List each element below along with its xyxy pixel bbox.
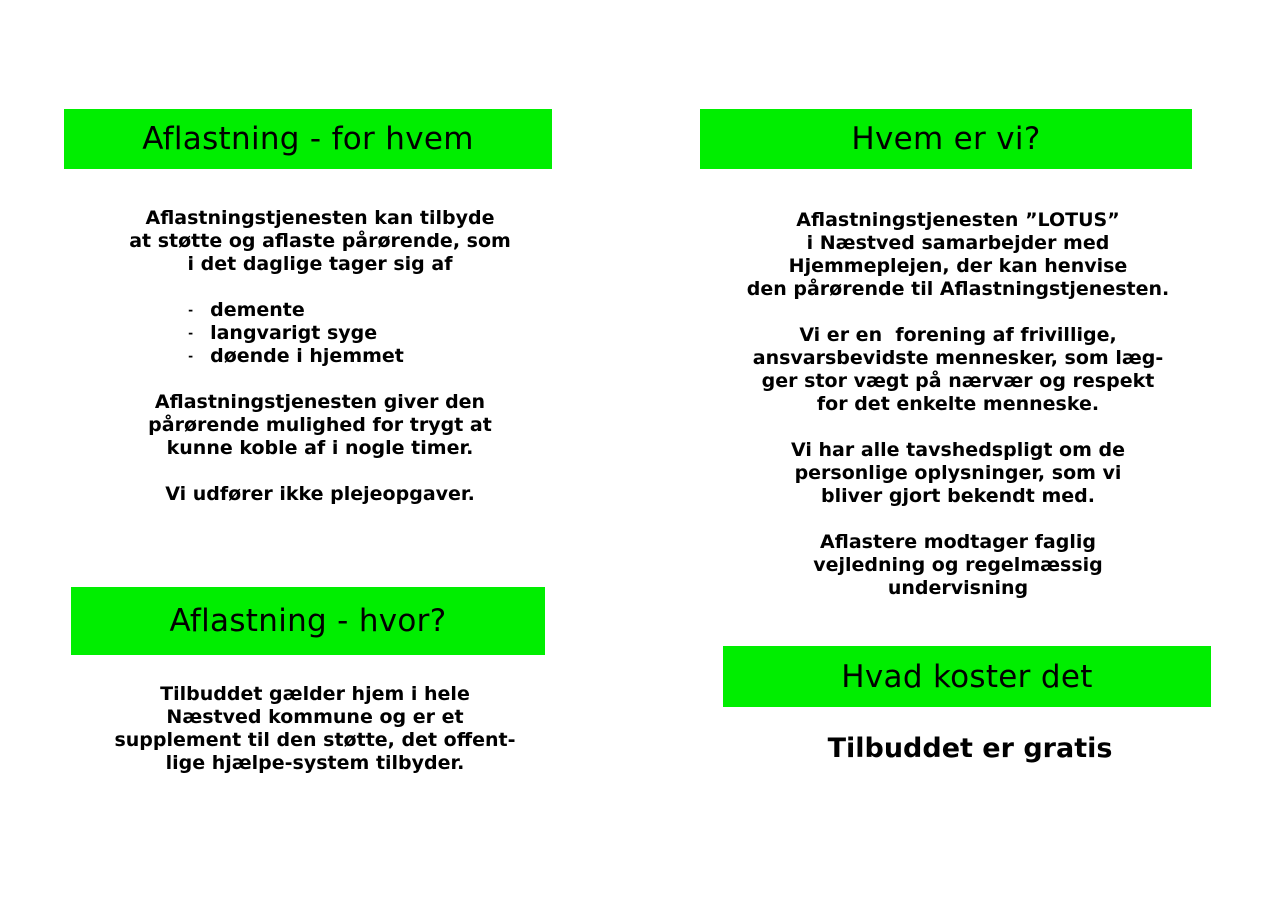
where-line: lige hjælpe-system tilbyder.: [165, 752, 465, 774]
who-para3-line: personlige oplysninger, som vi: [794, 462, 1122, 484]
dash-bullet-icon: -: [188, 326, 194, 340]
for-whom-para2-line: kunne koble af i nogle timer.: [166, 437, 474, 459]
where-line: Næstved kommune og er et: [166, 706, 464, 728]
cost-text: Tilbuddet er gratis: [827, 733, 1113, 764]
heading-for-whom: [64, 109, 552, 169]
list-item: - døende i hjemmet: [188, 345, 404, 367]
list-item: - langvarigt syge: [188, 322, 378, 344]
section-where-body: [90, 683, 540, 775]
for-whom-para2-line: pårørende mulighed for trygt at: [148, 414, 492, 436]
for-whom-list: [188, 299, 404, 368]
for-whom-intro-line: Aflastningstjenesten kan tilbyde: [145, 207, 495, 229]
who-para3-line: bliver gjort bekendt med.: [821, 485, 1095, 507]
who-para2-line: for det enkelte menneske.: [816, 393, 1100, 415]
heading-where: [71, 587, 545, 655]
who-para2-line: Vi er en forening af frivillige,: [799, 324, 1117, 346]
heading-where-text: Aflastning - hvor?: [169, 603, 447, 639]
who-para4-line: Aflastere modtager faglig: [820, 531, 1096, 553]
who-para3-line: Vi har alle tavshedspligt om de: [791, 439, 1125, 461]
heading-who-are-we-text: Hvem er vi?: [851, 121, 1041, 157]
section-cost-body: [760, 732, 1180, 766]
heading-for-whom-text: Aflastning - for hvem: [142, 121, 474, 157]
heading-who-are-we: [700, 109, 1192, 169]
list-item: - demente: [188, 299, 305, 321]
for-whom-intro-line: at støtte og aflaste pårørende, som: [129, 230, 511, 252]
who-para1-line: i Næstved samarbejder med: [806, 232, 1110, 254]
for-whom-para2-line: Aflastningstjenesten giver den: [154, 391, 486, 413]
who-para4-line: undervisning: [887, 577, 1029, 599]
who-para2-line: ger stor vægt på nærvær og respekt: [761, 370, 1155, 392]
heading-cost: [723, 646, 1211, 707]
section-for-whom-body: [100, 207, 540, 506]
dash-bullet-icon: -: [188, 303, 194, 317]
for-whom-intro-line: i det daglige tager sig af: [187, 253, 453, 275]
who-para1-line: Hjemmeplejen, der kan henvise: [788, 255, 1128, 277]
who-para1-line: Aflastningstjenesten ”LOTUS”: [796, 209, 1120, 231]
for-whom-para3: Vi udfører ikke plejeopgaver.: [165, 483, 475, 505]
who-para4-line: vejledning og regelmæssig: [813, 554, 1103, 576]
where-line: supplement til den støtte, det offent-: [114, 729, 516, 751]
who-para2-line: ansvarsbevidste mennesker, som læg-: [752, 347, 1164, 369]
heading-cost-text: Hvad koster det: [841, 658, 1093, 695]
section-who-are-we-body: [720, 209, 1196, 600]
where-line: Tilbuddet gælder hjem i hele: [160, 683, 470, 705]
dash-bullet-icon: -: [188, 349, 194, 363]
who-para1-line: den pårørende til Aflastningstjenesten.: [746, 278, 1170, 300]
